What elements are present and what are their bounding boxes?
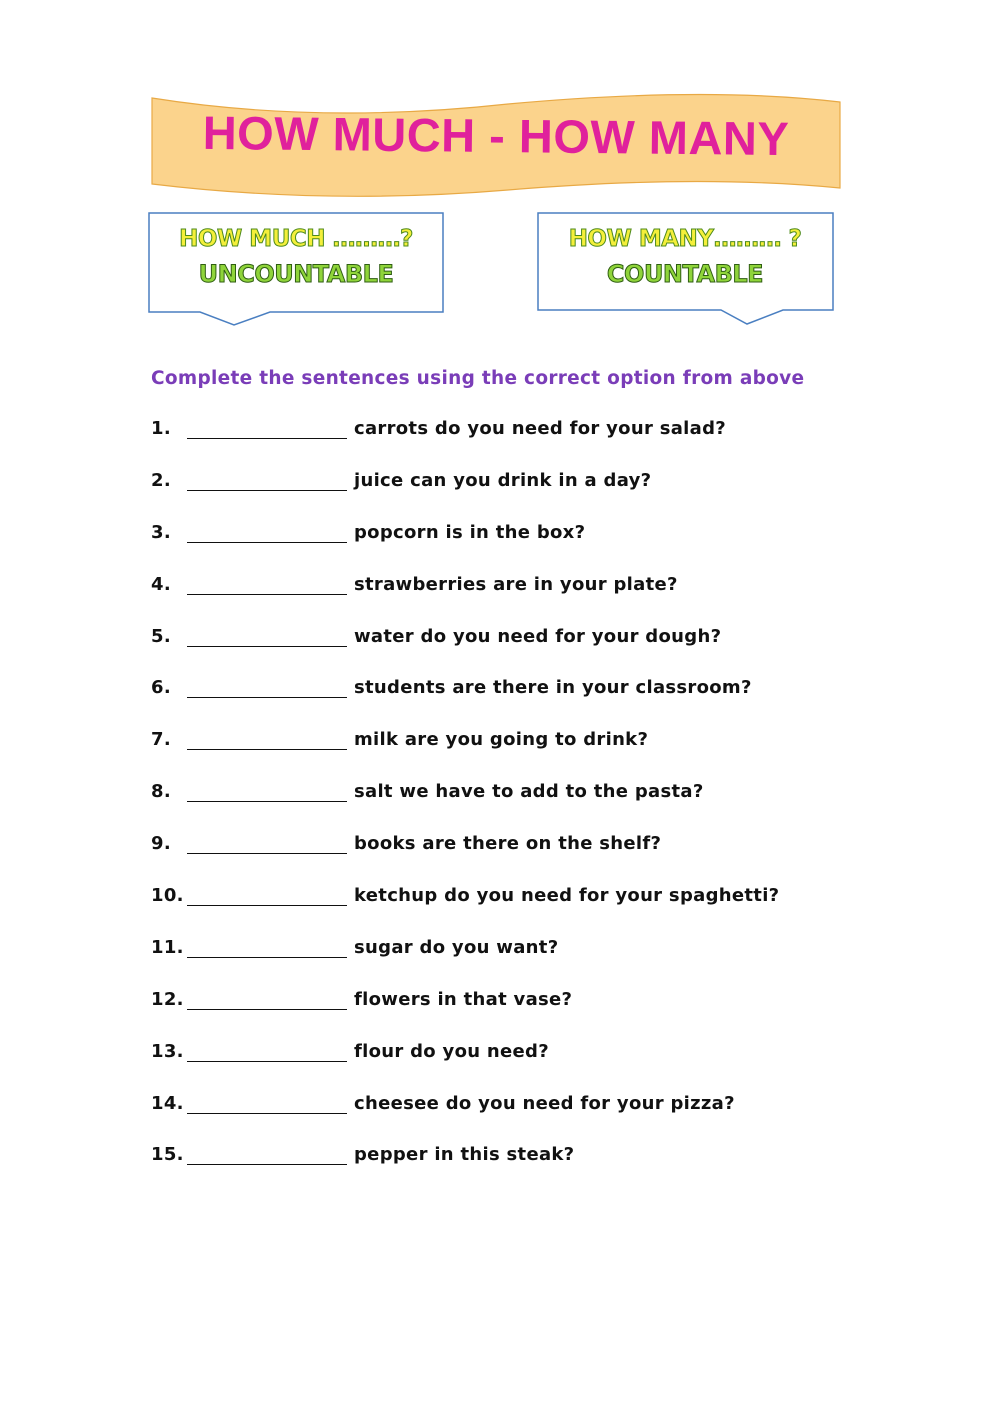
callout-how-many <box>537 212 833 328</box>
page-title: HOW MUCH - HOW MANY <box>202 105 790 166</box>
question-list <box>151 418 779 1196</box>
question-item <box>151 626 779 678</box>
question-item <box>151 470 779 522</box>
question-text: books are there on the shelf? <box>354 833 662 855</box>
callout-label-uncountable: UNCOUNTABLE <box>198 260 394 288</box>
question-number: 12. <box>151 988 184 1010</box>
question-number: 11. <box>151 936 184 958</box>
question-text: popcorn is in the box? <box>354 521 586 543</box>
question-number: 13. <box>151 1040 184 1062</box>
answer-blank[interactable] <box>187 418 347 439</box>
question-number: 5. <box>151 625 171 647</box>
answer-blank[interactable] <box>187 677 347 698</box>
question-text: strawberries are in your plate? <box>354 573 678 595</box>
answer-blank[interactable] <box>187 574 347 595</box>
question-number: 14. <box>151 1092 184 1114</box>
callout-label-countable: COUNTABLE <box>606 260 764 288</box>
callout-how-much <box>148 212 444 328</box>
question-number: 8. <box>151 781 171 803</box>
question-item <box>151 885 779 937</box>
question-number: 9. <box>151 833 171 855</box>
question-text: water do you need for your dough? <box>354 625 722 647</box>
callout-question-how-much: HOW MUCH ………? <box>179 226 413 252</box>
question-number: 1. <box>151 418 171 439</box>
question-text: students are there in your classroom? <box>354 677 752 699</box>
answer-blank[interactable] <box>187 1093 347 1114</box>
question-item <box>151 989 779 1041</box>
question-item <box>151 1144 779 1196</box>
question-text: flour do you need? <box>354 1040 549 1062</box>
instruction-text: Complete the sentences using the correct option from above <box>151 368 805 389</box>
question-number: 15. <box>151 1144 184 1166</box>
question-number: 2. <box>151 469 171 491</box>
question-text: sugar do you want? <box>354 936 559 958</box>
question-text: carrots do you need for your salad? <box>354 418 727 439</box>
answer-blank[interactable] <box>187 989 347 1010</box>
question-item <box>151 522 779 574</box>
answer-blank[interactable] <box>187 937 347 958</box>
answer-blank[interactable] <box>187 522 347 543</box>
question-text: milk are you going to drink? <box>354 729 649 751</box>
question-item <box>151 1041 779 1093</box>
question-text: ketchup do you need for your spaghetti? <box>354 885 780 907</box>
answer-blank[interactable] <box>187 470 347 491</box>
answer-blank[interactable] <box>187 729 347 750</box>
answer-blank[interactable] <box>187 1041 347 1062</box>
question-item <box>151 418 779 470</box>
question-text: cheesee do you need for your pizza? <box>354 1092 735 1114</box>
question-text: juice can you drink in a day? <box>354 469 652 491</box>
question-item <box>151 729 779 781</box>
question-item <box>151 833 779 885</box>
question-item <box>151 1093 779 1145</box>
callout-question-how-many: HOW MANY……… ? <box>568 226 802 252</box>
title-banner <box>148 92 844 200</box>
question-number: 4. <box>151 573 171 595</box>
answer-blank[interactable] <box>187 833 347 854</box>
question-number: 6. <box>151 677 171 699</box>
answer-blank[interactable] <box>187 885 347 906</box>
answer-blank[interactable] <box>187 1144 347 1165</box>
question-number: 10. <box>151 885 184 907</box>
question-item <box>151 937 779 989</box>
question-item <box>151 574 779 626</box>
question-item <box>151 677 779 729</box>
question-text: salt we have to add to the pasta? <box>354 781 704 803</box>
answer-blank[interactable] <box>187 781 347 802</box>
question-text: flowers in that vase? <box>354 988 573 1010</box>
question-number: 7. <box>151 729 171 751</box>
question-text: pepper in this steak? <box>354 1144 575 1166</box>
question-number: 3. <box>151 521 171 543</box>
question-item <box>151 781 779 833</box>
answer-blank[interactable] <box>187 626 347 647</box>
